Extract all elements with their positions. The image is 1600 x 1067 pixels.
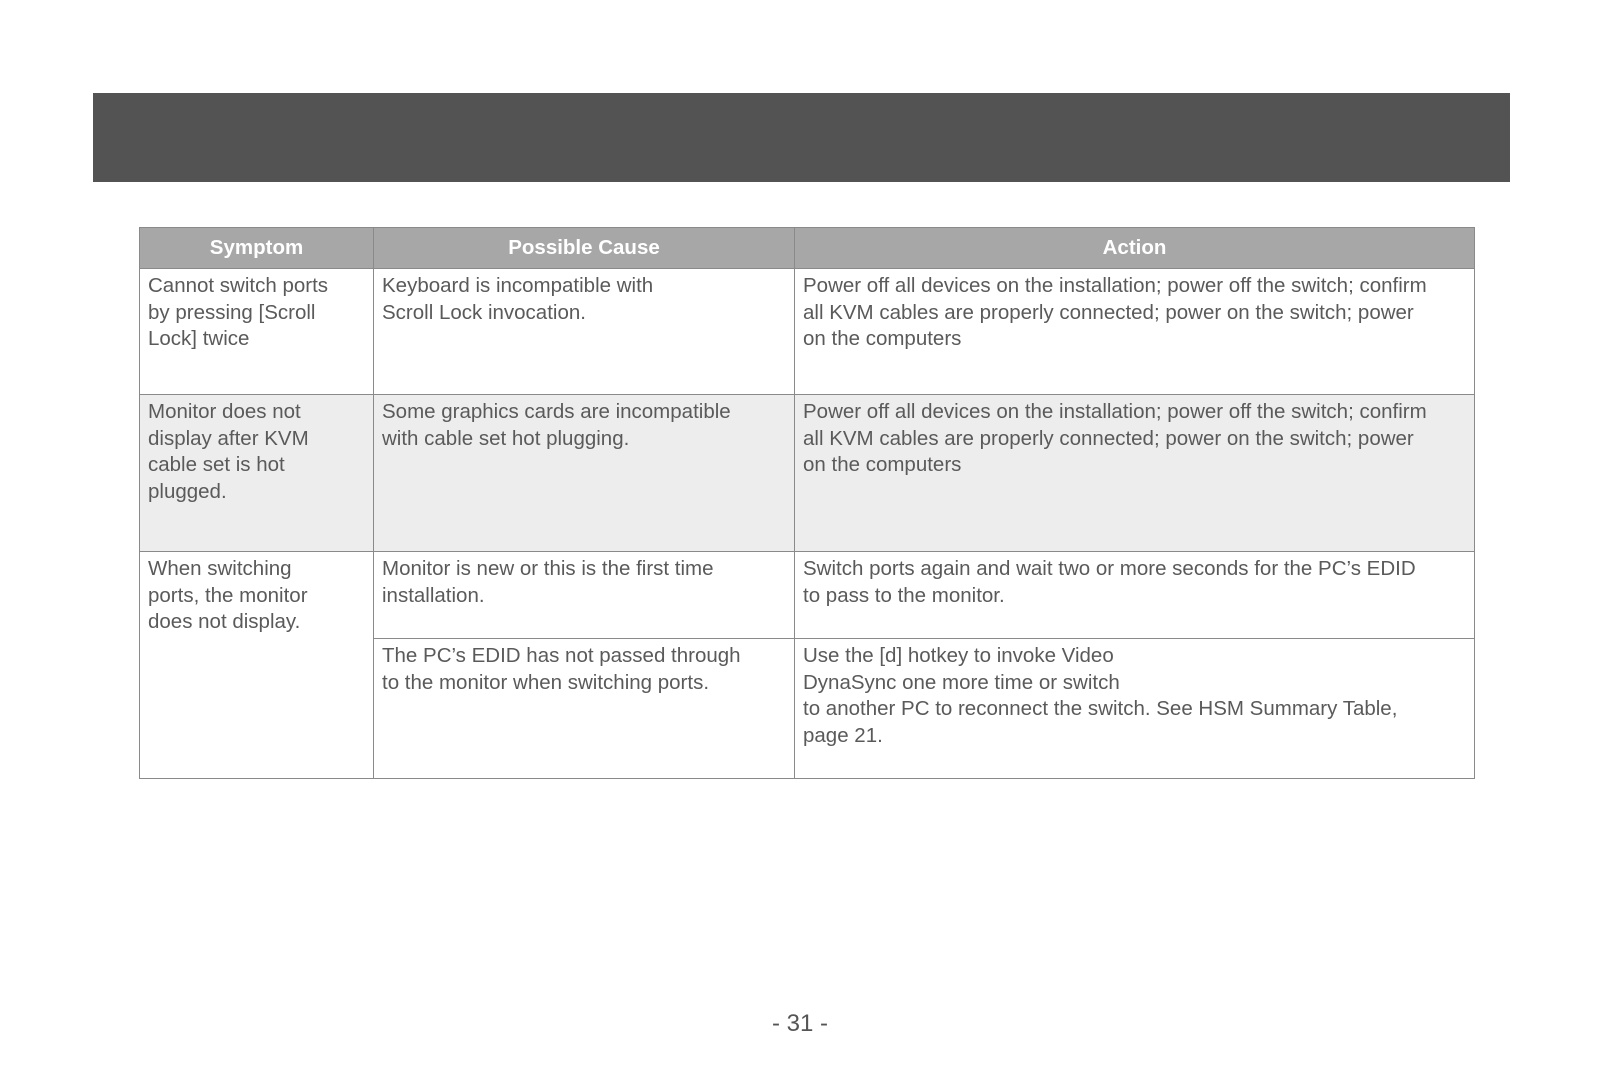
symptom-text: Lock] twice: [148, 327, 250, 350]
table-header-row: [140, 228, 1475, 269]
cause-text: to the monitor when switching ports.: [382, 670, 710, 694]
table-row: [140, 395, 1475, 552]
header-possible-cause: Possible Cause: [374, 228, 795, 269]
header-action: Action: [795, 228, 1475, 269]
action-text: Switch ports again and wait two or more seconds for the PC’s EDID: [803, 557, 1416, 580]
symptom-text: plugged.: [148, 479, 227, 503]
symptom-cell: [140, 395, 374, 552]
page-number: - 31 -: [771, 1010, 828, 1037]
symptom-text: Monitor does not: [148, 400, 301, 423]
action-text: on the computers: [803, 327, 962, 350]
cause-cell: [374, 639, 795, 779]
cause-cell: [374, 552, 795, 639]
action-text: all KVM cables are properly connected; power on the switch; power: [803, 300, 1414, 324]
action-cell: [795, 639, 1475, 779]
symptom-cell: [140, 269, 374, 395]
header-symptom: Symptom: [140, 228, 374, 269]
table-row: [140, 269, 1475, 395]
cause-text: installation.: [382, 583, 485, 607]
symptom-cell: [140, 552, 374, 779]
cause-cell: [374, 269, 795, 395]
action-text: to pass to the monitor.: [803, 583, 1005, 607]
symptom-text: cable set is hot: [148, 453, 285, 476]
cause-text: Some graphics cards are incompatible: [382, 400, 731, 423]
symptom-text: by pressing [Scroll: [148, 300, 316, 324]
symptom-text: When switching: [148, 557, 292, 580]
action-text: Use the [d] hotkey to invoke Video: [803, 644, 1114, 667]
action-cell: [795, 269, 1475, 395]
cause-text: Keyboard is incompatible with: [382, 274, 654, 297]
action-text: all KVM cables are properly connected; power on the switch; power: [803, 426, 1414, 450]
symptom-text: display after KVM: [148, 426, 309, 450]
symptom-text: Cannot switch ports: [148, 274, 329, 297]
table-row: [140, 552, 1475, 639]
action-text: page 21.: [803, 723, 883, 747]
troubleshooting-table: [139, 227, 1475, 779]
action-text: Power off all devices on the installation; power off the switch; confirm: [803, 274, 1427, 297]
action-text: to another PC to reconnect the switch. See HSM Summary Table,: [803, 697, 1398, 720]
chapter-header-bar: [93, 93, 1510, 182]
action-text: Power off all devices on the installation; power off the switch; confirm: [803, 400, 1427, 423]
action-cell: [795, 395, 1475, 552]
action-cell: [795, 552, 1475, 639]
symptom-text: does not display.: [148, 610, 301, 633]
symptom-text: ports, the monitor: [148, 583, 308, 607]
cause-text: The PC’s EDID has not passed through: [382, 644, 741, 667]
action-text: on the computers: [803, 453, 962, 476]
cause-text: Monitor is new or this is the first time: [382, 557, 714, 580]
cause-text: with cable set hot plugging.: [382, 426, 630, 450]
cause-text: Scroll Lock invocation.: [382, 300, 586, 324]
action-text: DynaSync one more time or switch: [803, 670, 1120, 694]
cause-cell: [374, 395, 795, 552]
